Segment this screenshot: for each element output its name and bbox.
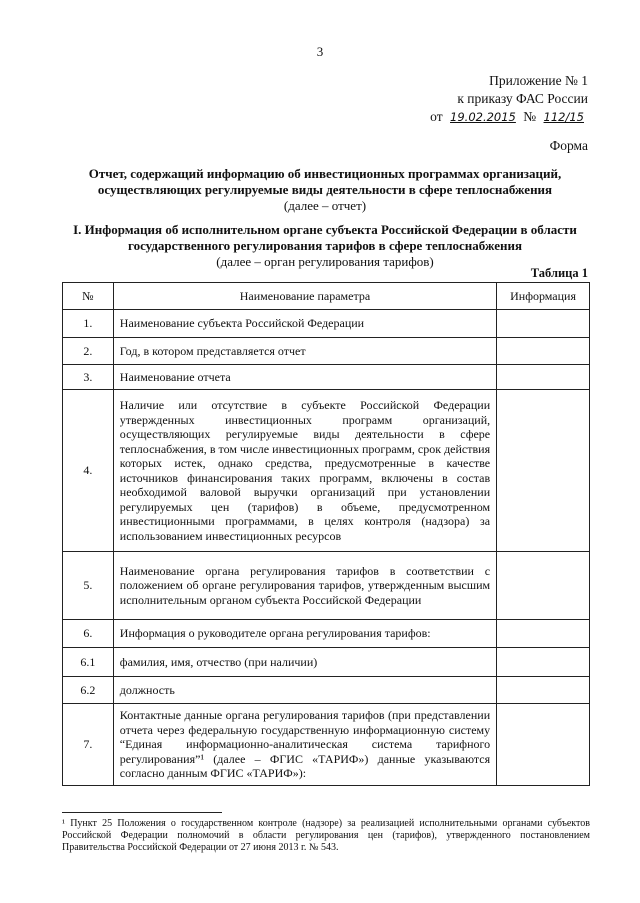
table-row <box>63 338 590 365</box>
row-parameter: Информация о руководителе органа регулирования тарифов: <box>113 620 496 648</box>
table-row <box>63 552 590 620</box>
page-number: 3 <box>316 44 324 59</box>
appendix-title: Приложение № 1 <box>489 73 588 88</box>
appendix-order: к приказу ФАС России <box>457 91 588 106</box>
footnote: ¹ Пункт 25 Положения о государственном контроле (надзоре) за реализацией исполнительными органами субъектов Российской Федерации полномочий в области регулирования цен (тарифов), утвержденного постановлением Правительства Российской Федерации от 27 июня 2013 г. № 543. <box>62 818 590 853</box>
row-information <box>497 620 590 648</box>
title-bold: Отчет, содержащий информацию об инвестиционных программах организаций, осуществляющих регулируемые виды деятельности в сфере теплоснабжения <box>88 166 562 197</box>
form-label: Форма <box>549 138 588 153</box>
handwritten-date: 19.02.2015 <box>450 110 516 124</box>
number-label: № <box>523 109 537 124</box>
row-information <box>497 677 590 704</box>
row-parameter: фамилия, имя, отчество (при наличии) <box>113 648 496 677</box>
row-number: 3. <box>63 365 114 390</box>
row-parameter: Наименование отчета <box>113 365 496 390</box>
appendix-date-number <box>430 108 588 126</box>
table-row <box>63 677 590 704</box>
row-parameter: Наличие или отсутствие в субъекте Российской Федерации утвержденных инвестиционных программ организаций, осуществляющих регулируемые виды деятельности в сфере теплоснабжения, в том числе инвестиционных программ, срок действия которых истек, однако средства, предусмотренные в качестве источников финансирования таких программ, включены в состав необходимой валовой выручки организаций при установлении регулируемых цен (тарифов) в объеме, предусмотренном инвестиционными программами, в целях контроля (надзора) за использованием инвестиционных ресурсов <box>113 390 496 552</box>
table-row <box>63 704 590 786</box>
row-number: 4. <box>63 390 114 552</box>
row-number: 6. <box>63 620 114 648</box>
row-information <box>497 365 590 390</box>
document-title <box>60 166 590 214</box>
table-row <box>63 648 590 677</box>
row-parameter: Наименование субъекта Российской Федерации <box>113 310 496 338</box>
row-parameter: Контактные данные органа регулирования тарифов (при представлении отчета через федеральную государственную информационную систему “Единая информационно-аналитическая система тарифного регулирования”¹ (далее – ФГИС «ТАРИФ») данные указываются согласно данным ФГИС «ТАРИФ»): <box>113 704 496 786</box>
row-number: 1. <box>63 310 114 338</box>
row-information <box>497 648 590 677</box>
row-information <box>497 552 590 620</box>
header-information: Информация <box>497 283 590 310</box>
handwritten-number: 112/15 <box>543 110 584 124</box>
header-number: № <box>63 283 114 310</box>
row-number: 6.2 <box>63 677 114 704</box>
footnote-separator <box>62 812 222 813</box>
row-information <box>497 390 590 552</box>
row-information <box>497 310 590 338</box>
table-row <box>63 390 590 552</box>
title-sub: (далее – отчет) <box>283 198 367 213</box>
row-number: 7. <box>63 704 114 786</box>
row-number: 6.1 <box>63 648 114 677</box>
row-parameter: Наименование органа регулирования тарифов в соответствии с положением об органе регулирования тарифов, утвержденным высшим исполнительным органом субъекта Российской Федерации <box>113 552 496 620</box>
section-bold: I. Информация об исполнительном органе субъекта Российской Федерации в области государственного регулирования тарифов в сфере теплоснабжения <box>73 222 577 253</box>
parameters-table <box>62 282 590 786</box>
appendix-block <box>430 72 588 126</box>
section-sub: (далее – орган регулирования тарифов) <box>216 254 434 269</box>
row-parameter: должность <box>113 677 496 704</box>
table-row <box>63 620 590 648</box>
section-heading <box>60 222 590 270</box>
row-parameter: Год, в котором представляется отчет <box>113 338 496 365</box>
header-parameter: Наименование параметра <box>113 283 496 310</box>
table-header-row <box>63 283 590 310</box>
row-information <box>497 338 590 365</box>
from-label: от <box>430 109 443 124</box>
row-number: 2. <box>63 338 114 365</box>
row-number: 5. <box>63 552 114 620</box>
row-information <box>497 704 590 786</box>
table-row <box>63 310 590 338</box>
table-caption: Таблица 1 <box>530 266 588 280</box>
table-row <box>63 365 590 390</box>
